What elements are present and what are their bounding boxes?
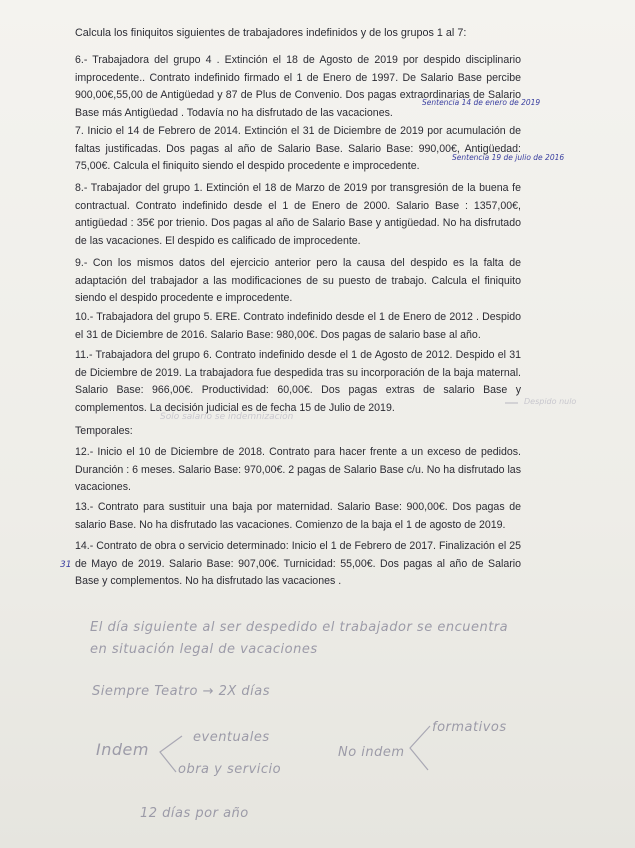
handwriting-formativos: formativos (432, 720, 507, 735)
annotation-despido-nulo: Despido nulo (524, 397, 577, 406)
exercise-8: 8.- Trabajador del grupo 1. Extinción el 18 de Marzo de 2019 por transgresión de la buena fe contractual. Contrato indefinido desde el 1 de Enero de 2000. Salario Base : 1357,00€, antigüedad : 35€ por trienio. Dos pagas al año de Salario Base y antigüedad. No ha disfrutado de las vacaciones. El despido es calificado de improcedente. (75, 182, 521, 247)
right-brace-stroke (410, 726, 430, 770)
page-title: Calcula los finiquitos siguientes de trabajadores indefinidos y de los grupos 1 al 7: (75, 27, 467, 39)
handwriting-eventuales: eventuales (193, 730, 270, 745)
left-brace-stroke (160, 736, 182, 772)
exercise-12: 12.- Inicio el 10 de Diciembre de 2018. Contrato para hacer frente a un exceso de pedidos. Duranción : 6 meses. Salario Base: 970,00€. 2 pagas de Salario Base c/u. No ha disfrutado las vacaciones. (75, 446, 521, 493)
temporales-heading: Temporales: (75, 425, 133, 437)
handwriting-no-indem: No indem (338, 745, 405, 760)
exercise-10: 10.- Trabajadora del grupo 5. ERE. Contrato indefinido desde el 1 de Enero de 2012 . Despido el 31 de Diciembre de 2016. Salario Base: 980,00€. Dos pagas de salario base al año. (75, 311, 521, 341)
exercise-14: 14.- Contrato de obra o servicio determinado: Inicio el 1 de Febrero de 2017. Finalización el 25 de Mayo de 2019. Salario Base: 907,00€. Turnicidad: 55,00€. Dos pagas al año de Salario Base y complementos. No ha disfrutado las vacaciones . (75, 540, 521, 587)
handwriting-doce-dias: 12 días por año (140, 806, 249, 821)
annotation-margin-14: 31 (60, 560, 72, 570)
handwriting-indem: Indem (96, 740, 149, 759)
annotation-sentencia-6: Sentencia 14 de enero de 2019 (422, 98, 541, 107)
exercise-6: 6.- Trabajadora del grupo 4 . Extinción el 18 de Agosto de 2019 por despido disciplinario improcedente.. Contrato indefinido firmado el 1 de Enero de 1997. De Salario Base percibe 900,00€,55,00 de Antigüedad y 87 de Plus de Convenio. Dos pagas extraordinarias de Salario Base más Antigüedad . Todavía no ha disfrutado de las vacaciones. (75, 54, 521, 119)
handwriting-line-1: El día siguiente al ser despedido el trabajador se encuentra (90, 620, 509, 635)
annotation-sentencia-7: Sentencia 19 de julio de 2016 (452, 153, 565, 162)
handwriting-obra-servicio: obra y servicio (178, 762, 282, 777)
handwriting-line-3: Siempre Teatro → 2X días (92, 684, 271, 699)
exercise-7: 7. Inicio el 14 de Febrero de 2014. Extinción el 31 de Diciembre de 2019 por acumulación de faltas justificadas. Dos pagas al año de Salario Base. Salario Base: 990,00€, Antigüedad: 75,00€. Calcula el finiquito siendo el despido procedente e improcedente. (75, 125, 521, 172)
exercise-11: 11.- Trabajadora del grupo 6. Contrato indefinido desde el 1 de Agosto de 2012. Despido el 31 de Diciembre de 2019. La trabajadora fue despedida tras su incorporación de la baja maternal. Salario Base: 966,00€. Productividad: 60,00€. Dos pagas extras de salario Base y complementos. La decisión judicial es de fecha 15 de Julio de 2019. (75, 349, 521, 414)
annotation-ghost-11: Solo salario se indemnización (160, 412, 294, 422)
handwriting-line-2: en situación legal de vacaciones (90, 642, 318, 657)
exercise-9: 9.- Con los mismos datos del ejercicio anterior pero la causa del despido es la falta de adaptación del trabajador a las modificaciones de su puesto de trabajo. Calcula el finiquito siendo el despido procedente e improcedente. (75, 257, 521, 304)
exercise-13: 13.- Contrato para sustituir una baja por maternidad. Salario Base: 900,00€. Dos pagas de salario Base. No ha disfrutado las vacaciones. Comienzo de la baja el 1 de agosto de 2019. (75, 501, 521, 531)
